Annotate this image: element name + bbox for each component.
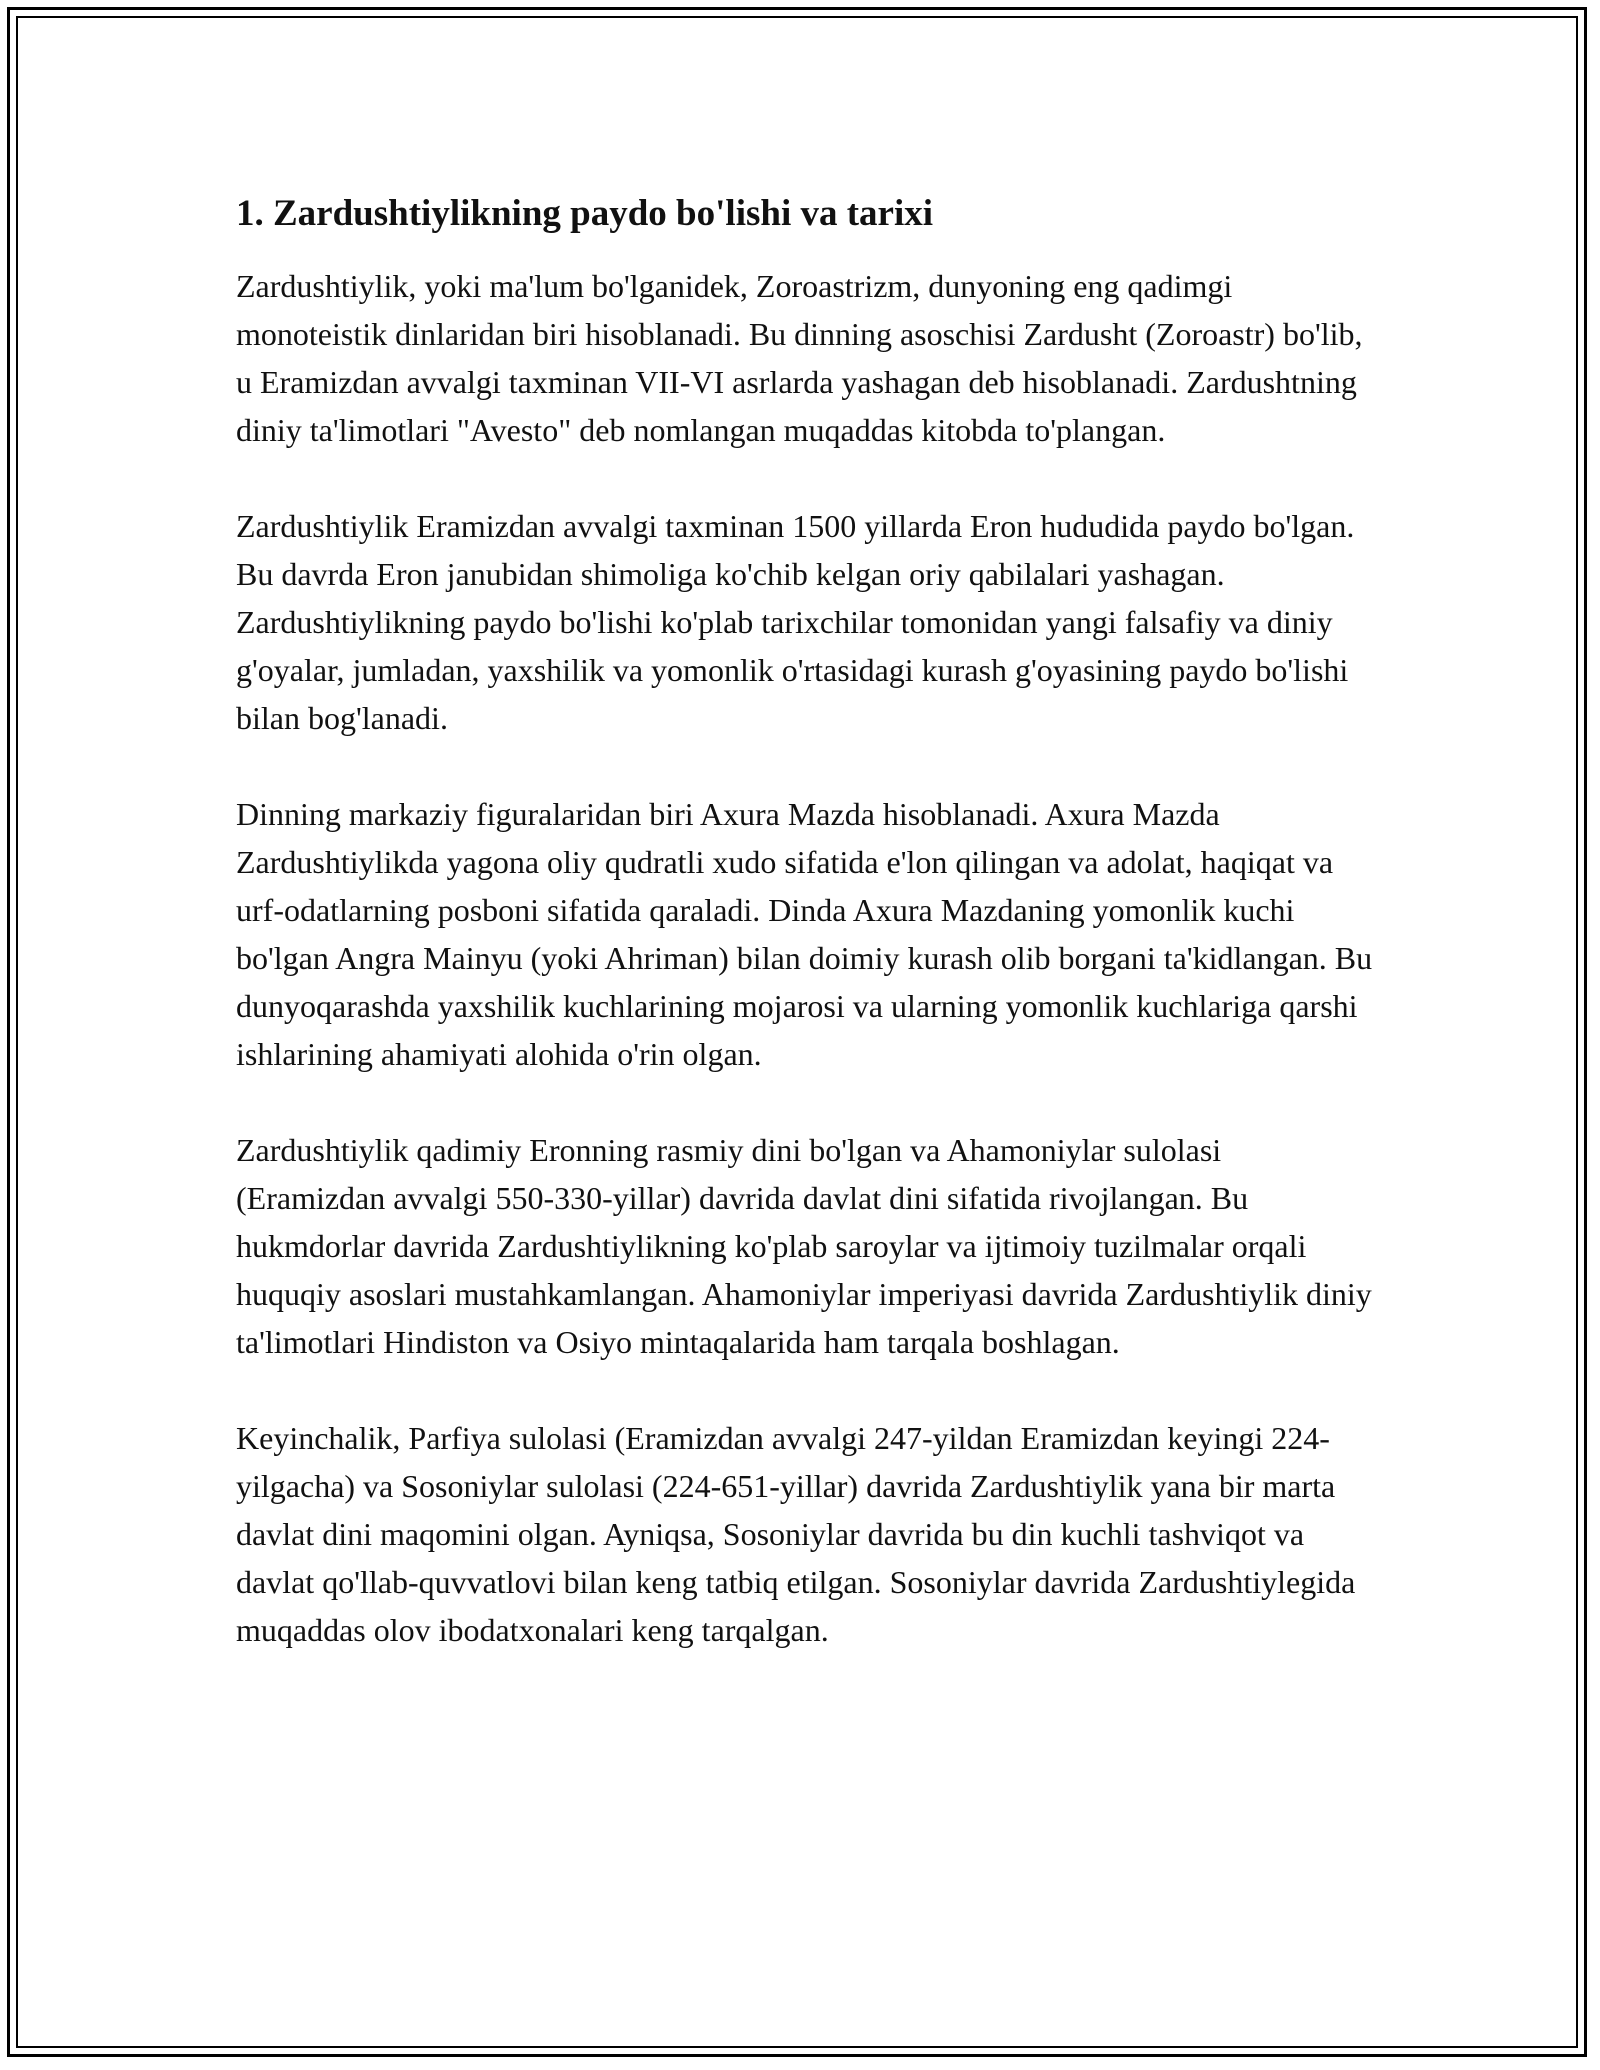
paragraph-origin: Zardushtiylik, yoki ma'lum bo'lganidek, Zoroastrizm, dunyoning eng qadimgi monoteistik dinlaridan biri hisoblanadi. Bu dinning asoschisi Zardusht (Zoroastr) bo'lib, u Eramizdan avvalgi taxminan VII-VI asrlarda yashagan deb hisoblanadi. Zardushtning diniy ta'limotlari "Avesto" deb nomlangan muqaddas kitobda to'plangan. bbox=[236, 268, 1363, 448]
document-body bbox=[236, 186, 1376, 1654]
paragraph-emergence: Zardushtiylik Eramizdan avvalgi taxminan 1500 yillarda Eron hududida paydo bo'lgan. Bu davrda Eron janubidan shimoliga ko'chib kelgan oriy qabilalari yashagan. Zardushtiylikning paydo bo'lishi ko'plab tarixchilar tomonidan yangi falsafiy va diniy g'oyalar, jumladan, yaxshilik va yomonlik o'rtasidagi kurash g'oyasining paydo bo'lishi bilan bog'lanadi. bbox=[236, 508, 1355, 736]
section-heading: 1. Zardushtiylikning paydo bo'lishi va tarixi bbox=[236, 193, 934, 234]
paragraph-ahura-mazda: Dinning markaziy figuralaridan biri Axura Mazda hisoblanadi. Axura Mazda Zardushtiylikda yagona oliy qudratli xudo sifatida e'lon qilingan va adolat, haqiqat va urf-odatlarning posboni sifatida qaraladi. Dinda Axura Mazdaning yomonlik kuchi bo'lgan Angra Mainyu (yoki Ahriman) bilan doimiy kurash olib borgani ta'kidlangan. Bu dunyoqarashda yaxshilik kuchlarining mojarosi va ularning yomonlik kuchlariga qarshi ishlarining ahamiyati alohida o'rin olgan. bbox=[236, 796, 1373, 1072]
paragraph-achaemenid: Zardushtiylik qadimiy Eronning rasmiy dini bo'lgan va Ahamoniylar sulolasi (Eramizdan avvalgi 550-330-yillar) davrida davlat dini sifatida rivojlangan. Bu hukmdorlar davrida Zardushtiylikning ko'plab saroylar va ijtimoiy tuzilmalar orqali huquqiy asoslari mustahkamlangan. Ahamoniylar imperiyasi davrida Zardushtiylik diniy ta'limotlari Hindiston va Osiyo mintaqalarida ham tarqala boshlagan. bbox=[236, 1132, 1372, 1360]
paragraph-parthian-sasanian: Keyinchalik, Parfiya sulolasi (Eramizdan avvalgi 247-yildan Eramizdan keyingi 224-yilgacha) va Sosoniylar sulolasi (224-651-yillar) davrida Zardushtiylik yana bir marta davlat dini maqomini olgan. Ayniqsa, Sosoniylar davrida bu din kuchli tashviqot va davlat qo'llab-quvvatlovi bilan keng tatbiq etilgan. Sosoniylar davrida Zardushtiylegida muqaddas olov ibodatxonalari keng tarqalgan. bbox=[236, 1420, 1356, 1648]
